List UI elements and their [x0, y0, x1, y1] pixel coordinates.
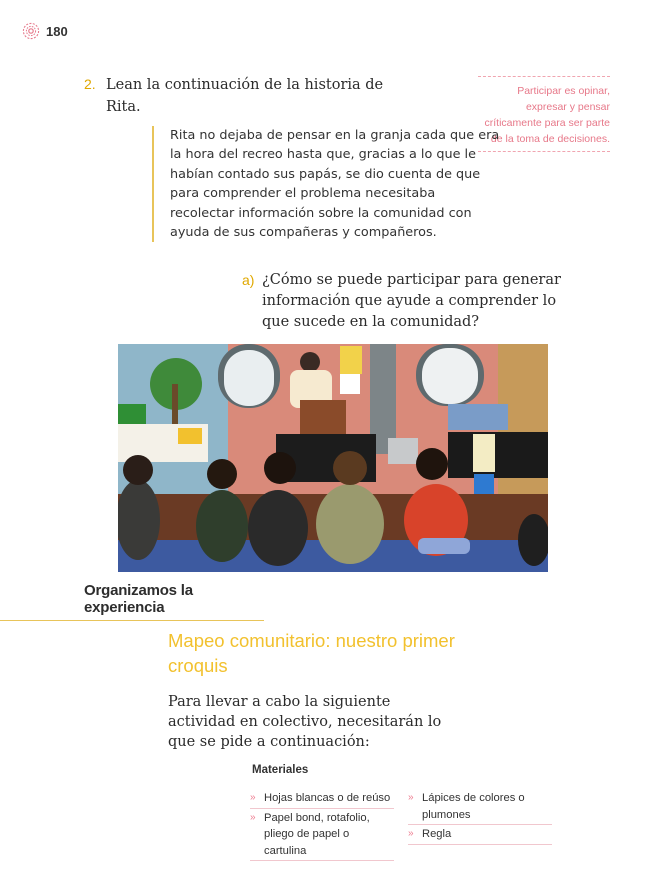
arrow-bullet-icon: » — [250, 811, 256, 823]
subquestion-text: ¿Cómo se puede participar para generar información que ayude a comprender lo que sucede en la comunidad? — [262, 272, 561, 330]
materials-list-left — [250, 790, 394, 862]
materials-item: » Regla — [408, 826, 552, 845]
materials-list-right — [408, 790, 552, 846]
question-number: 2. — [84, 76, 96, 92]
sidenote: Participar es opinar, expresar y pensar críticamente para ser parte de la toma de decisiones. — [478, 76, 610, 152]
page-header — [22, 22, 68, 40]
subquestion-letter: a) — [242, 272, 255, 288]
question-text: Lean la continuación de la historia de Rita. — [106, 77, 384, 115]
sun-ornament-icon — [22, 22, 40, 40]
materials-title: Materiales — [252, 764, 309, 776]
story-text: Rita no dejaba de pensar en la granja cada que era la hora del recreo hasta que, gracias a lo que le habían contado sus papás, se dio cuenta de que para comprender el problema necesitaba recolectar información sobre la comunidad con ayuda de sus compañeras y compañeros. — [170, 128, 500, 241]
materials-item: » Papel bond, rotafolio, pliego de papel o cartulina — [250, 810, 394, 862]
materials-item: » Lápices de colores o plumones — [408, 790, 552, 825]
arrow-bullet-icon: » — [408, 828, 414, 839]
arrow-bullet-icon: » — [408, 792, 414, 803]
classroom-reading-photo — [118, 344, 548, 572]
activity-title: Mapeo comunitario: nuestro primer croquis — [168, 630, 455, 676]
page-number: 180 — [46, 23, 68, 39]
materials-item: » Hojas blancas o de reúso — [250, 790, 394, 809]
section-header — [0, 582, 264, 621]
section-title: Organizamos la experiencia — [84, 582, 193, 616]
activity-intro: Para llevar a cabo la siguiente actividad en colectivo, necesitarán lo que se pide a continuación: — [168, 694, 442, 750]
story-excerpt — [152, 126, 500, 242]
arrow-bullet-icon: » — [250, 792, 256, 803]
classroom-illustration — [118, 344, 548, 572]
